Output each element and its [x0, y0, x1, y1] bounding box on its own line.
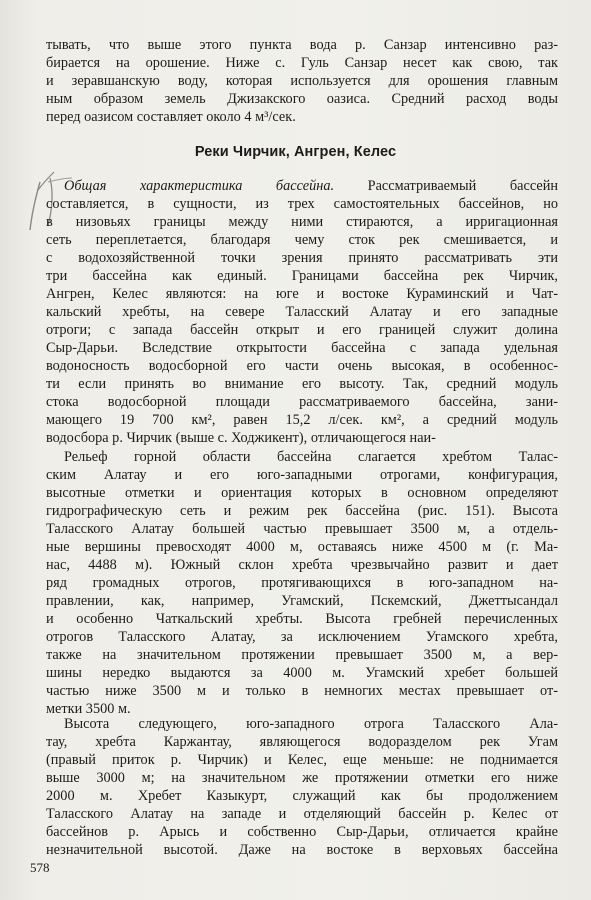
text-line: составляется, в сущности, из трех самостоятельных бассейнов, но [46, 196, 558, 212]
section-heading: Реки Чирчик, Ангрен, Келес [194, 144, 397, 160]
text-line: и зеравшанскую воду, которая используется для орошения главным [46, 73, 558, 89]
text-line: незначительной высотой. Даже на востоке в верховьях бассейна [46, 842, 558, 858]
text-line: шины нередко выдаются за 4000 м. Угамский хребет большей [46, 665, 558, 681]
text-line: ным образом земель Джизакского оазиса. Средний расход воды [46, 91, 558, 107]
text-line: и особенно Чаткальский хребты. Высота гребней перечисленных [46, 611, 558, 627]
text-line: частью ниже 3500 м и только в немногих местах превышает от- [46, 683, 558, 699]
text-line: ским Алатау и его юго-западными отрогами, конфигурация, [46, 467, 558, 483]
text-line: метки 3500 м. [46, 701, 131, 717]
text-line: мающего 19 700 км², равен 15,2 л/сек. км², а средний модуль [46, 412, 558, 428]
text-line: водосбора р. Чирчик (выше с. Ходжикент), отличающегося наи- [46, 430, 436, 446]
text-line: Высота следующего, юго-западного отрога Таласского Ала- [64, 716, 558, 732]
text-line: в низовьях границы между ними стираются, а ирригационная [46, 214, 558, 230]
text-line: отрогов Таласского Алатау, за исключением Угамского хребта, [46, 629, 558, 645]
text-line: гидрографическую сеть и режим рек бассейна (рис. 151). Высота [46, 503, 558, 519]
text-line: выше 3000 м; на значительном же протяжении отметки его ниже [46, 770, 558, 786]
text-line: высотные отметки и ориентация которых в основном определяют [46, 485, 558, 501]
text-line: с водохозяйственной точки зрения принято рассматривать эти [46, 250, 558, 266]
text-line: тывать, что выше этого пункта вода р. Санзар интенсивно раз- [46, 37, 558, 53]
text-line: стока водосборной площади рассматриваемого бассейна, зани- [46, 394, 558, 410]
text-line: отроги; с запада бассейн открыт и его границей служит долина [46, 322, 558, 338]
text-line: (правый приток р. Чирчик) и Келес, еще меньше: не поднимается [46, 752, 558, 768]
text-line: Таласского Алатау на западе и отделяющий бассейн р. Келес от [46, 806, 558, 822]
text-line: три бассейна как единый. Границами бассейна рек Чирчик, [46, 268, 558, 284]
text-line: ные вершины превосходят 4000 м, оставаясь ниже 4500 м (г. Ма- [46, 539, 558, 555]
text-line: Таласского Алатау большей частью превышает 3500 м, а отдель- [46, 521, 558, 537]
text-line: Рельеф горной области бассейна слагается хребтом Талас- [64, 449, 558, 465]
text-line: ряд громадных отрогов, протягивающихся в юго-западном на- [46, 575, 558, 591]
text-line: кальский хребты, на севере Таласский Алатау и его западные [46, 304, 558, 320]
text-line [46, 177, 558, 195]
text-line: бассейнов р. Арысь и собственно Сыр-Дарьи, отличается крайне [46, 824, 558, 840]
paragraph-karzhantau [46, 715, 558, 859]
text-line: тау, хребта Каржантау, являющегося водоразделом рек Угам [46, 734, 558, 750]
text-line: 2000 м. Хребет Казыкурт, служащий как бы продолжением [46, 788, 558, 804]
paragraph-relief [46, 448, 558, 718]
text-line: перед оазисом составляет около 4 м³/сек. [46, 109, 296, 125]
text-line: сеть переплетается, благодаря чему сток рек смешивается, и [46, 232, 558, 248]
text-line: ти если принять во внимание его высоту. Так, средний модуль [46, 376, 558, 392]
page-number: 578 [30, 860, 50, 875]
text-line: также на значительном протяжении превышает 3500 м, а вер- [46, 647, 558, 663]
text-line: правлении, как, например, Угамский, Пскемский, Джеттысандал [46, 593, 558, 609]
first-line-rest: Рассматриваемый бассейн [334, 178, 558, 194]
text-line: водоносность водосборной его части очень высокая, в особеннос- [46, 358, 558, 374]
intro-paragraph [46, 36, 558, 126]
italic-lead: Общая характеристика бассейна. [64, 178, 335, 194]
paragraph-general-characteristics [46, 177, 558, 447]
text-line: нас, 4488 м). Южный склон хребта чрезвычайно развит и дает [46, 557, 558, 573]
text-line: Сыр-Дарьи. Вследствие открытости бассейна с запада удельная [46, 340, 558, 356]
text-line: Ангрен, Келес являются: на юге и востоке Кураминский и Чат- [46, 286, 558, 302]
text-line: бирается на орошение. Ниже с. Гуль Санзар несет как свою, так [46, 55, 558, 71]
